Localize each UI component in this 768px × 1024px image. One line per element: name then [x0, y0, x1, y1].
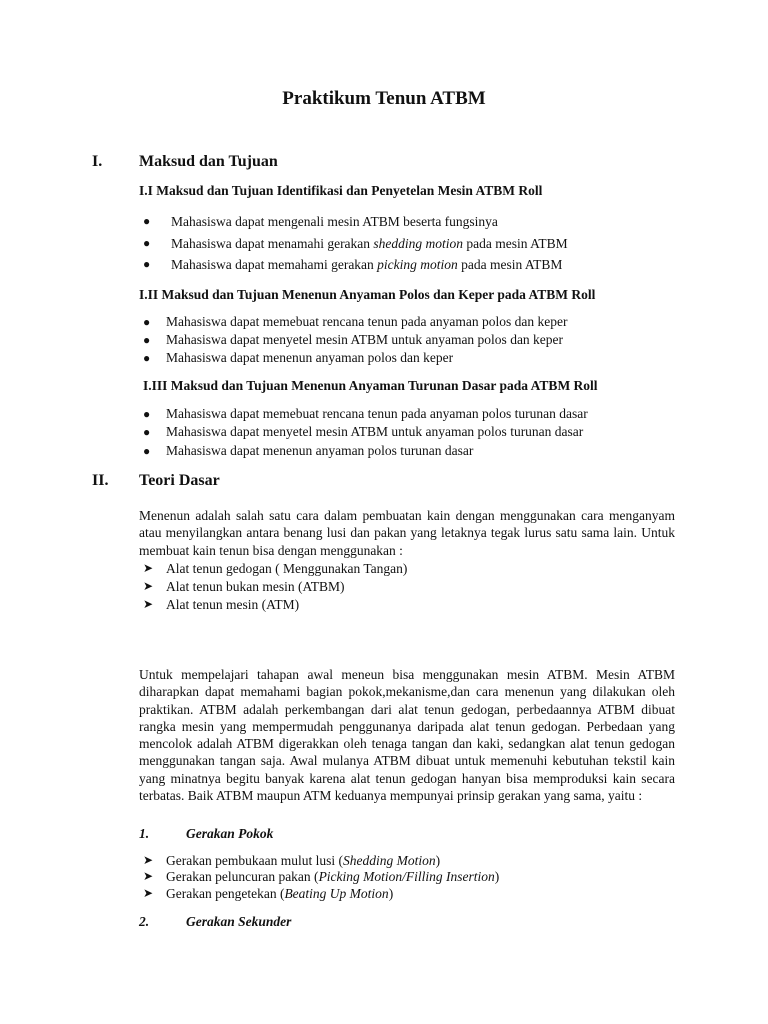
list-item: Gerakan pembukaan mulut lusi (Shedding Motion) — [166, 853, 441, 868]
list-heading: Gerakan Sekunder — [186, 914, 292, 929]
section-number: II. — [92, 472, 109, 489]
bullet-icon: ● — [143, 425, 151, 439]
paragraph: Untuk mempelajari tahapan awal meneun bisa menggunakan mesin ATBM. Mesin ATBM diharapkan dapat memahami bagian pokok,mekanisme,dan cara menenun yang dilakukan oleh praktikan. ATBM adalah perkembangan dari alat tenun gedogan, perbedaannya ATBM dibuat rangka mesin yang mempermudah penggunanya daripada alat tenun gedogan. Perbedaan yang mencolok adalah ATBM digerakkan oleh tenaga tangan dan kaki, sedangkan alat tenun gedogan menggunakan tangan saja. Awal mulanya ATBM dibuat untuk memenuhi kebutuhan tekstil kain yang minatnya begitu banyak karena alat tenun gedogan hanyan bisa memproduksi kain secara terbatas. Baik ATBM maupun ATM keduanya mempunyai prinsip gerakan yang sama, yaitu : — [139, 667, 675, 804]
subsection-heading: I.II Maksud dan Tujuan Menenun Anyaman Polos dan Keper pada ATBM Roll — [139, 287, 596, 302]
list-item: Gerakan peluncuran pakan (Picking Motion/Filling Insertion) — [166, 869, 500, 884]
list-item: Gerakan pengetekan (Beating Up Motion) — [166, 886, 394, 901]
bullet-icon: ● — [143, 444, 151, 458]
bullet-icon: ● — [143, 407, 151, 421]
list-heading: Gerakan Pokok — [186, 826, 274, 841]
bullet-icon: ● — [143, 315, 151, 329]
list-item: Mahasiswa dapat menyetel mesin ATBM untuk anyaman polos dan keper — [166, 332, 564, 347]
arrow-bullet-icon: ➤ — [143, 561, 154, 575]
list-item: Mahasiswa dapat menenun anyaman polos dan keper — [166, 350, 454, 365]
subsection-heading: I.I Maksud dan Tujuan Identifikasi dan Penyetelan Mesin ATBM Roll — [139, 183, 543, 198]
list-item: Alat tenun bukan mesin (ATBM) — [166, 579, 345, 594]
section-heading: Maksud dan Tujuan — [139, 153, 278, 170]
arrow-bullet-icon: ➤ — [143, 579, 154, 593]
arrow-bullet-icon: ➤ — [143, 597, 154, 611]
list-item: Mahasiswa dapat menamahi gerakan shedding motion pada mesin ATBM — [171, 236, 568, 251]
arrow-bullet-icon: ➤ — [143, 886, 154, 900]
list-number: 1. — [139, 826, 150, 841]
subsection-heading: I.III Maksud dan Tujuan Menenun Anyaman Turunan Dasar pada ATBM Roll — [143, 378, 598, 393]
bullet-icon: ● — [143, 214, 151, 228]
bullet-icon: ● — [143, 351, 151, 365]
list-number: 2. — [139, 914, 150, 929]
bullet-icon: ● — [143, 257, 151, 271]
list-item: Mahasiswa dapat menenun anyaman polos turunan dasar — [166, 443, 474, 458]
bullet-icon: ● — [143, 333, 151, 347]
paragraph: Menenun adalah salah satu cara dalam pembuatan kain dengan menggunakan cara menganyam atau menyilangkan antara benang lusi dan pakan yang letaknya tegak lurus satu sama lain. Untuk membuat kain tenun bisa dengan menggunakan : — [139, 508, 675, 558]
list-item: Mahasiswa dapat memebuat rencana tenun pada anyaman polos turunan dasar — [166, 406, 588, 421]
list-item: Mahasiswa dapat menyetel mesin ATBM untuk anyaman polos turunan dasar — [166, 424, 584, 439]
list-item: Mahasiswa dapat memebuat rencana tenun pada anyaman polos dan keper — [166, 314, 568, 329]
bullet-icon: ● — [143, 236, 151, 250]
list-item: Alat tenun gedogan ( Menggunakan Tangan) — [166, 561, 408, 576]
page-title: Praktikum Tenun ATBM — [282, 88, 486, 109]
section-number: I. — [92, 153, 103, 170]
section-heading: Teori Dasar — [139, 472, 220, 489]
list-item: Mahasiswa dapat memahami gerakan picking motion pada mesin ATBM — [171, 257, 563, 272]
list-item: Alat tenun mesin (ATM) — [166, 597, 300, 612]
arrow-bullet-icon: ➤ — [143, 869, 154, 883]
arrow-bullet-icon: ➤ — [143, 853, 154, 867]
list-item: Mahasiswa dapat mengenali mesin ATBM beserta fungsinya — [171, 214, 498, 229]
